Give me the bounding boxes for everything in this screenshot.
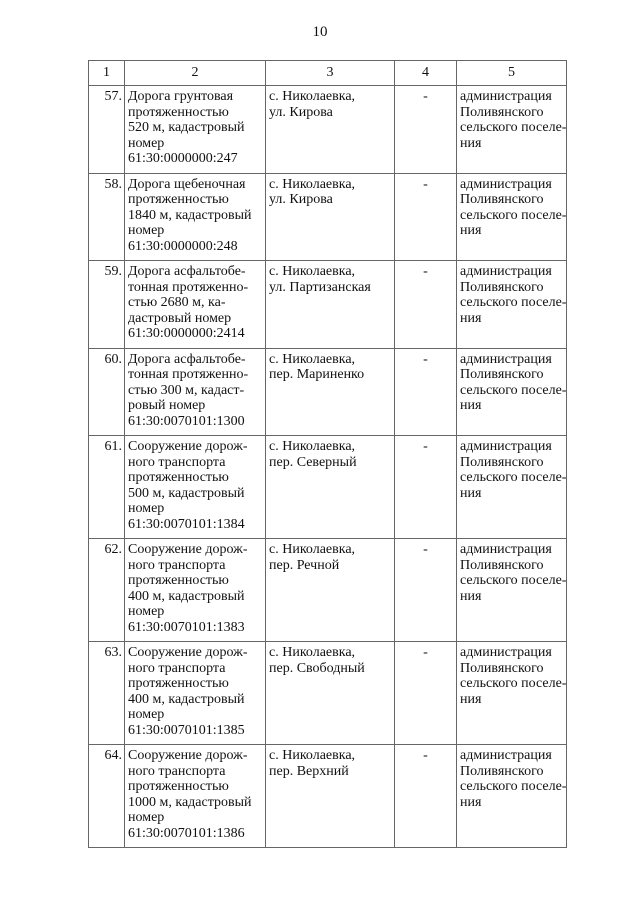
table-row (89, 86, 567, 174)
property-table (88, 60, 567, 848)
description-line: тонная протяженно- (128, 279, 249, 295)
owner (457, 86, 567, 174)
location-line: с. Николаевка, (269, 542, 356, 557)
location-line: ул. Кирова (269, 192, 333, 207)
location-line: с. Николаевка, (269, 439, 356, 454)
object-description (125, 642, 266, 745)
object-location (266, 539, 395, 642)
table-row (89, 261, 567, 349)
description-line: Сооружение дорож- (128, 748, 248, 763)
owner-line: сельского поселе- (460, 676, 567, 691)
owner-line: администрация (460, 89, 552, 104)
table-row (89, 642, 567, 745)
description-line: протяженностью (128, 676, 229, 691)
table-row (89, 173, 567, 261)
description-line: 520 м, кадастровый (128, 120, 245, 135)
owner (457, 642, 567, 745)
object-location (266, 348, 395, 436)
object-description (125, 436, 266, 539)
description-line: 61:30:0000000:2414 (128, 326, 245, 341)
description-line: стью 2680 м, ка- (128, 295, 226, 310)
owner-line: администрация (460, 351, 552, 367)
header-col-2: 2 (125, 61, 266, 86)
description-line: 61:30:0070101:1386 (128, 825, 245, 841)
owner-line: администрация (460, 176, 552, 192)
table-row (89, 745, 567, 848)
location-line: пер. Верхний (269, 763, 349, 779)
description-line: протяженностью (128, 104, 229, 120)
location-line: пер. Мариненко (269, 367, 365, 382)
location-line: с. Николаевка, (269, 89, 356, 104)
location-line: пер. Свободный (269, 660, 365, 676)
location-line: пер. Речной (269, 557, 340, 573)
object-description (125, 539, 266, 642)
owner-line: ния (460, 398, 482, 413)
owner-line: Поливянского (460, 104, 544, 120)
object-location (266, 86, 395, 174)
column-4-value: - (395, 173, 457, 261)
owner-line: администрация (460, 748, 552, 763)
column-4-value: - (395, 642, 457, 745)
owner-line: Поливянского (460, 367, 544, 382)
owner-line: ния (460, 794, 482, 810)
description-line: 400 м, кадастровый (128, 588, 245, 604)
object-location (266, 436, 395, 539)
description-line: Дорога асфальтобе- (128, 264, 246, 279)
description-line: номер (128, 501, 165, 516)
header-col-3: 3 (266, 61, 395, 86)
row-number: 63. (89, 642, 125, 745)
owner-line: администрация (460, 264, 552, 279)
column-4-value: - (395, 745, 457, 848)
description-line: Сооружение дорож- (128, 645, 248, 660)
column-4-value: - (395, 539, 457, 642)
description-line: Сооружение дорож- (128, 542, 248, 557)
owner-line: Поливянского (460, 660, 544, 676)
owner (457, 261, 567, 349)
location-line: с. Николаевка, (269, 176, 356, 192)
owner-line: ния (460, 485, 482, 501)
owner-line: Поливянского (460, 454, 544, 470)
owner-line: ния (460, 691, 482, 707)
description-line: номер (128, 707, 165, 722)
description-line: номер (128, 604, 165, 619)
row-number: 62. (89, 539, 125, 642)
description-line: ровый номер (128, 398, 206, 413)
description-line: дастровый номер (128, 310, 232, 326)
owner-line: ния (460, 135, 482, 151)
row-number: 60. (89, 348, 125, 436)
table-header-row (89, 61, 567, 86)
owner-line: администрация (460, 542, 552, 557)
owner-line: сельского поселе- (460, 470, 567, 485)
owner-line: сельского поселе- (460, 573, 567, 588)
location-line: с. Николаевка, (269, 748, 356, 763)
owner-line: сельского поселе- (460, 120, 567, 135)
description-line: номер (128, 810, 165, 825)
description-line: 61:30:0070101:1385 (128, 722, 245, 738)
owner-line: Поливянского (460, 279, 544, 295)
description-line: Дорога щебеночная (128, 176, 246, 192)
owner-line: Поливянского (460, 763, 544, 779)
description-line: номер (128, 135, 165, 151)
description-line: 1000 м, кадастровый (128, 794, 252, 810)
row-number: 61. (89, 436, 125, 539)
description-line: 61:30:0070101:1383 (128, 619, 245, 635)
object-description (125, 173, 266, 261)
description-line: Дорога асфальтобе- (128, 351, 246, 367)
table-row (89, 539, 567, 642)
object-location (266, 173, 395, 261)
description-line: протяженностью (128, 779, 229, 794)
location-line: ул. Партизанская (269, 279, 371, 295)
description-line: стью 300 м, кадаст- (128, 382, 245, 398)
description-line: тонная протяженно- (128, 367, 249, 382)
description-line: 1840 м, кадастровый (128, 207, 252, 223)
description-line: 61:30:0000000:247 (128, 151, 238, 166)
header-col-4: 4 (395, 61, 457, 86)
owner (457, 173, 567, 261)
owner-line: Поливянского (460, 192, 544, 207)
description-line: 61:30:0070101:1384 (128, 516, 245, 532)
description-line: ного транспорта (128, 763, 226, 779)
owner (457, 436, 567, 539)
location-line: с. Николаевка, (269, 264, 356, 279)
row-number: 64. (89, 745, 125, 848)
column-4-value: - (395, 436, 457, 539)
owner-line: ния (460, 223, 482, 238)
description-line: ного транспорта (128, 660, 226, 676)
description-line: номер (128, 223, 165, 238)
object-location (266, 745, 395, 848)
object-description (125, 86, 266, 174)
location-line: ул. Кирова (269, 104, 333, 120)
header-col-1: 1 (89, 61, 125, 86)
description-line: протяженностью (128, 192, 229, 207)
row-number: 58. (89, 173, 125, 261)
header-col-5: 5 (457, 61, 567, 86)
column-4-value: - (395, 348, 457, 436)
description-line: ного транспорта (128, 557, 226, 573)
page-number: 10 (312, 24, 328, 40)
location-line: с. Николаевка, (269, 351, 356, 367)
description-line: Дорога грунтовая (128, 89, 234, 104)
table-row (89, 436, 567, 539)
row-number: 59. (89, 261, 125, 349)
location-line: с. Николаевка, (269, 645, 356, 660)
object-description (125, 348, 266, 436)
owner-line: администрация (460, 439, 552, 454)
description-line: ного транспорта (128, 454, 226, 470)
owner-line: ния (460, 310, 482, 326)
column-4-value: - (395, 86, 457, 174)
owner-line: сельского поселе- (460, 382, 567, 398)
owner-line: администрация (460, 645, 552, 660)
owner-line: Поливянского (460, 557, 544, 573)
owner-line: сельского поселе- (460, 295, 567, 310)
description-line: 400 м, кадастровый (128, 691, 245, 707)
row-number: 57. (89, 86, 125, 174)
description-line: 61:30:0000000:248 (128, 238, 238, 254)
owner (457, 539, 567, 642)
owner-line: ния (460, 588, 482, 604)
description-line: Сооружение дорож- (128, 439, 248, 454)
description-line: протяженностью (128, 470, 229, 485)
object-description (125, 745, 266, 848)
owner-line: сельского поселе- (460, 207, 567, 223)
owner-line: сельского поселе- (460, 779, 567, 794)
description-line: 61:30:0070101:1300 (128, 413, 245, 429)
object-location (266, 642, 395, 745)
description-line: протяженностью (128, 573, 229, 588)
column-4-value: - (395, 261, 457, 349)
location-line: пер. Северный (269, 454, 357, 470)
description-line: 500 м, кадастровый (128, 485, 245, 501)
owner (457, 348, 567, 436)
object-description (125, 261, 266, 349)
object-location (266, 261, 395, 349)
owner (457, 745, 567, 848)
table-row (89, 348, 567, 436)
